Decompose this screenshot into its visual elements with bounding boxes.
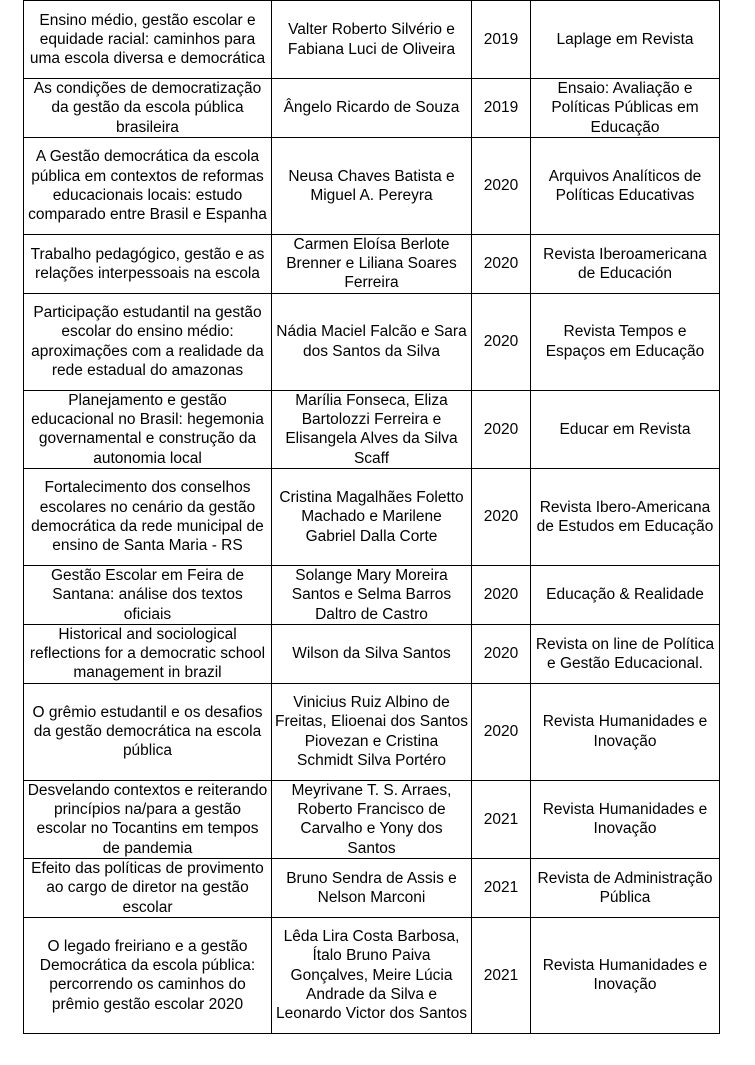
- venue-cell: Educar em Revista: [531, 390, 720, 468]
- year-cell: 2021: [472, 780, 531, 858]
- year-cell: 2020: [472, 293, 531, 390]
- venue-cell: Revista Tempos e Espaços em Educação: [531, 293, 720, 390]
- table-row: [24, 1, 720, 79]
- venue-cell: Arquivos Analíticos de Políticas Educativas: [531, 137, 720, 234]
- authors-cell: Meyrivane T. S. Arraes, Roberto Francisco de Carvalho e Yony dos Santos: [272, 780, 472, 858]
- authors-cell: Lêda Lira Costa Barbosa, Ítalo Bruno Paiva Gonçalves, Meire Lúcia Andrade da Silva e Leonardo Victor dos Santos: [272, 917, 472, 1033]
- title-cell: As condições de democratização da gestão da escola pública brasileira: [24, 79, 272, 138]
- venue-cell: Educação & Realidade: [531, 565, 720, 624]
- year-cell: 2019: [472, 79, 531, 138]
- venue-cell: Revista de Administração Pública: [531, 858, 720, 917]
- authors-cell: Cristina Magalhães Foletto Machado e Marilene Gabriel Dalla Corte: [272, 468, 472, 565]
- title-cell: Planejamento e gestão educacional no Brasil: hegemonia governamental e construção da autonomia local: [24, 390, 272, 468]
- year-cell: 2021: [472, 917, 531, 1033]
- year-cell: 2021: [472, 858, 531, 917]
- venue-cell: Revista Humanidades e Inovação: [531, 780, 720, 858]
- table-row: [24, 683, 720, 780]
- title-cell: Ensino médio, gestão escolar e equidade racial: caminhos para uma escola diversa e democrática: [24, 1, 272, 79]
- authors-cell: Ângelo Ricardo de Souza: [272, 79, 472, 138]
- table-row: [24, 390, 720, 468]
- authors-cell: Solange Mary Moreira Santos e Selma Barros Daltro de Castro: [272, 565, 472, 624]
- authors-cell: Valter Roberto Silvério e Fabiana Luci de Oliveira: [272, 1, 472, 79]
- title-cell: Gestão Escolar em Feira de Santana: análise dos textos oficiais: [24, 565, 272, 624]
- title-cell: Efeito das políticas de provimento ao cargo de diretor na gestão escolar: [24, 858, 272, 917]
- table-row: [24, 79, 720, 138]
- title-cell: Fortalecimento dos conselhos escolares no cenário da gestão democrática da rede municipal de ensino de Santa Maria - RS: [24, 468, 272, 565]
- year-cell: 2020: [472, 234, 531, 293]
- venue-cell: Revista on line de Política e Gestão Educacional.: [531, 624, 720, 683]
- authors-cell: Nádia Maciel Falcão e Sara dos Santos da Silva: [272, 293, 472, 390]
- venue-cell: Revista Humanidades e Inovação: [531, 917, 720, 1033]
- venue-cell: Revista Humanidades e Inovação: [531, 683, 720, 780]
- authors-cell: Carmen Eloísa Berlote Brenner e Liliana Soares Ferreira: [272, 234, 472, 293]
- title-cell: A Gestão democrática da escola pública em contextos de reformas educacionais locais: estudo comparado entre Brasil e Espanha: [24, 137, 272, 234]
- venue-cell: Revista Ibero-Americana de Estudos em Educação: [531, 468, 720, 565]
- title-cell: Historical and sociological reflections for a democratic school management in brazil: [24, 624, 272, 683]
- table-row: [24, 234, 720, 293]
- authors-cell: Neusa Chaves Batista e Miguel A. Pereyra: [272, 137, 472, 234]
- table-row: [24, 917, 720, 1033]
- table-row: [24, 468, 720, 565]
- year-cell: 2020: [472, 624, 531, 683]
- table-row: [24, 137, 720, 234]
- year-cell: 2020: [472, 390, 531, 468]
- venue-cell: Laplage em Revista: [531, 1, 720, 79]
- references-table: [23, 0, 720, 1034]
- table-row: [24, 293, 720, 390]
- title-cell: O legado freiriano e a gestão Democrática da escola pública: percorrendo os caminhos do prêmio gestão escolar 2020: [24, 917, 272, 1033]
- table-row: [24, 858, 720, 917]
- authors-cell: Vinicius Ruiz Albino de Freitas, Elioenai dos Santos Piovezan e Cristina Schmidt Silva Portéro: [272, 683, 472, 780]
- year-cell: 2020: [472, 137, 531, 234]
- year-cell: 2020: [472, 565, 531, 624]
- title-cell: Participação estudantil na gestão escolar do ensino médio: aproximações com a realidade da rede estadual do amazonas: [24, 293, 272, 390]
- authors-cell: Wilson da Silva Santos: [272, 624, 472, 683]
- title-cell: Desvelando contextos e reiterando princípios na/para a gestão escolar no Tocantins em tempos de pandemia: [24, 780, 272, 858]
- table-row: [24, 624, 720, 683]
- table-row: [24, 565, 720, 624]
- year-cell: 2019: [472, 1, 531, 79]
- year-cell: 2020: [472, 468, 531, 565]
- table-row: [24, 780, 720, 858]
- authors-cell: Marília Fonseca, Eliza Bartolozzi Ferreira e Elisangela Alves da Silva Scaff: [272, 390, 472, 468]
- title-cell: O grêmio estudantil e os desafios da gestão democrática na escola pública: [24, 683, 272, 780]
- authors-cell: Bruno Sendra de Assis e Nelson Marconi: [272, 858, 472, 917]
- title-cell: Trabalho pedagógico, gestão e as relações interpessoais na escola: [24, 234, 272, 293]
- venue-cell: Revista Iberoamericana de Educación: [531, 234, 720, 293]
- venue-cell: Ensaio: Avaliação e Políticas Públicas em Educação: [531, 79, 720, 138]
- year-cell: 2020: [472, 683, 531, 780]
